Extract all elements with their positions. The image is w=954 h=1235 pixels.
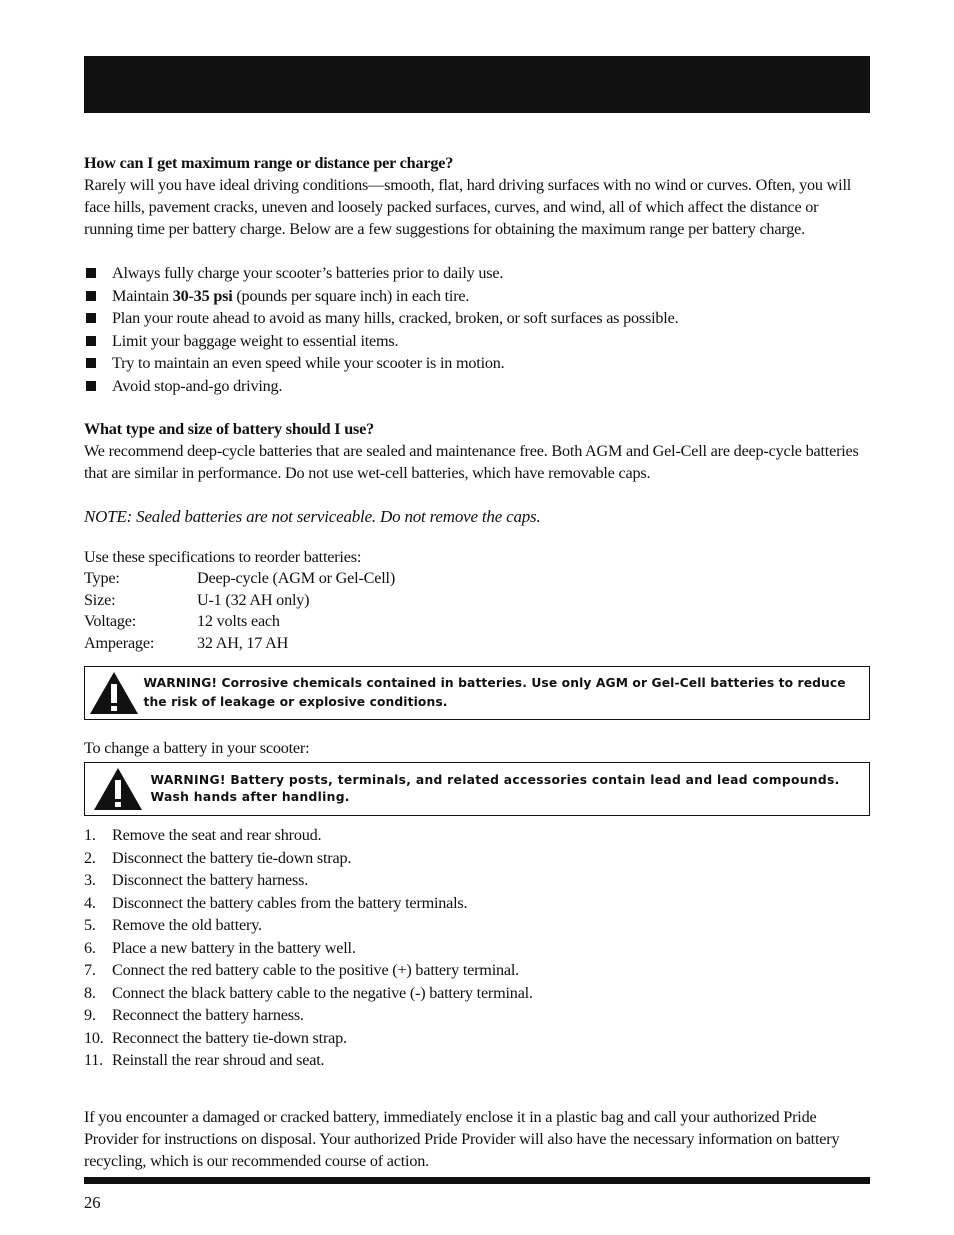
specs-intro: Use these specifications to reorder batteries: xyxy=(84,548,362,566)
sealed-battery-note: NOTE: Sealed batteries are not serviceable. Do not remove the caps. xyxy=(84,507,541,526)
list-item: Limit your baggage weight to essential items. xyxy=(84,330,870,353)
header-bar xyxy=(84,56,870,113)
list-item: 9. Reconnect the battery harness. xyxy=(84,1006,304,1024)
page-number: 26 xyxy=(84,1193,101,1212)
spec-row-type: Type: Deep-cycle (AGM or Gel-Cell) xyxy=(84,569,396,587)
page-content xyxy=(84,152,870,1172)
disposal-paragraph: If you encounter a damaged or cracked battery, immediately enclose it in a plastic bag and call your authorized Pride Provider for instructions on disposal. Your authorized Pride Provider will also have the necessary information on battery recycling, which is our recommended course of action. xyxy=(84,1107,840,1170)
lead-warning-text: WARNING! Battery posts, terminals, and related accessories contain lead and lead compounds. Wash hands after handling. xyxy=(150,773,840,804)
battery-question-heading: What type and size of battery should I use? xyxy=(84,420,374,438)
range-intro-paragraph: Rarely will you have ideal driving conditions—smooth, flat, hard driving surfaces with no wind or curves. Often, you will face hills, pavement cracks, uneven and loosely packed surfaces, curves, and wind, all of which affect the distance or running time per battery charge. Below are a few suggestions for obtaining the maximum range per battery charge. xyxy=(84,176,852,238)
spec-row-size: Size: U-1 (32 AH only) xyxy=(84,590,310,609)
footer-rule xyxy=(84,1177,870,1184)
list-item: 8. Connect the black battery cable to the negative (-) battery terminal. xyxy=(84,983,533,1002)
corrosive-warning-text: WARNING! Corrosive chemicals contained in batteries. Use only AGM or Gel-Cell batteries to reduce the risk of leakage or explosive conditions. xyxy=(143,676,846,709)
list-item: 7. Connect the red battery cable to the positive (+) battery terminal. xyxy=(84,961,520,979)
battery-type-section xyxy=(84,418,870,484)
battery-recommendation-paragraph: We recommend deep-cycle batteries that are sealed and maintenance free. Both AGM and Gel-Cell are deep-cycle batteries that are similar in performance. Do not use wet-cell batteries, which have removable caps. xyxy=(84,442,859,482)
corrosive-warning-box xyxy=(84,666,870,720)
spec-row-voltage: Voltage: 12 volts each xyxy=(84,612,280,630)
list-item: Plan your route ahead to avoid as many hills, cracked, broken, or soft surfaces as possible. xyxy=(84,307,870,330)
list-item: 2. Disconnect the battery tie-down strap. xyxy=(84,848,352,867)
change-battery-intro: To change a battery in your scooter: xyxy=(84,739,310,757)
list-item: Avoid stop-and-go driving. xyxy=(84,375,870,398)
battery-change-steps xyxy=(84,824,870,1072)
warning-triangle-icon xyxy=(85,766,151,812)
range-question-heading: How can I get maximum range or distance per charge? xyxy=(84,154,454,172)
tire-pressure-value: 30-35 psi xyxy=(172,286,233,305)
spec-row-amperage: Amperage: 32 AH, 17 AH xyxy=(84,633,289,652)
warning-triangle-icon xyxy=(85,670,143,716)
battery-specs xyxy=(84,546,870,654)
list-item: 1. Remove the seat and rear shroud. xyxy=(84,826,322,844)
list-item: Always fully charge your scooter’s batteries prior to daily use. xyxy=(84,262,870,285)
list-item: 6. Place a new battery in the battery well. xyxy=(84,938,356,957)
list-item: Maintain 30-35 psi (pounds per square inch) in each tire. xyxy=(84,285,870,308)
list-item: 10. Reconnect the battery tie-down strap. xyxy=(84,1028,347,1047)
list-item: 11. Reinstall the rear shroud and seat. xyxy=(84,1051,325,1069)
list-item: 3. Disconnect the battery harness. xyxy=(84,871,309,889)
list-item: 4. Disconnect the battery cables from the battery terminals. xyxy=(84,893,468,912)
lead-warning-box xyxy=(84,762,870,816)
list-item: 5. Remove the old battery. xyxy=(84,916,262,934)
range-tips-list xyxy=(84,262,870,397)
list-item: Try to maintain an even speed while your scooter is in motion. xyxy=(84,352,870,375)
